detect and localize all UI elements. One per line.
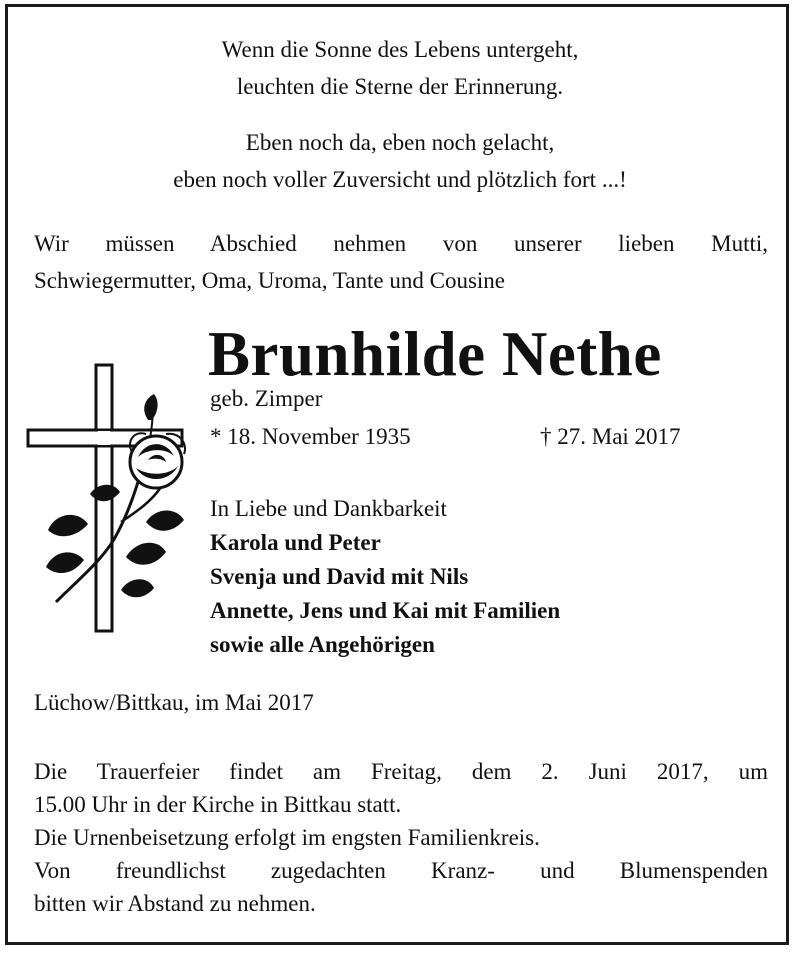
mourner-name: Annette, Jens und Kai mit Familien <box>210 598 561 623</box>
mourners-intro: In Liebe und Dankbarkeit <box>210 496 447 521</box>
closing-line: Die Urnenbeisetzung erfolgt im engsten Familienkreis. <box>34 825 540 850</box>
mourner-name: Karola und Peter <box>210 530 381 555</box>
intro-line-1: Wir müssen Abschied nehmen von unserer lieben Mutti, <box>34 231 768 256</box>
closing-text <box>34 755 768 920</box>
poem-stanza-1 <box>0 31 800 105</box>
maiden-name: geb. Zimper <box>210 386 323 411</box>
poem-stanza-2 <box>0 124 800 198</box>
poem-line: Eben noch da, eben noch gelacht, <box>245 130 555 155</box>
poem-line: Wenn die Sonne des Lebens untergeht, <box>221 37 579 62</box>
closing-line: Von freundlichst zugedachten Kranz- und Blumenspenden <box>34 858 768 883</box>
intro-text <box>34 225 768 299</box>
closing-line: bitten wir Abstand zu nehmen. <box>34 891 316 916</box>
birth-date: * 18. November 1935 <box>210 424 411 449</box>
cross-with-rose-icon <box>26 362 196 640</box>
mourners-block <box>210 492 560 662</box>
closing-line: 15.00 Uhr in der Kirche in Bittkau statt. <box>34 792 402 817</box>
deceased-name: Brunhilde Nethe <box>208 319 662 389</box>
death-date: † 27. Mai 2017 <box>540 424 681 449</box>
mourner-name: Svenja und David mit Nils <box>210 564 469 589</box>
intro-line-2: Schwiegermutter, Oma, Uroma, Tante und Cousine <box>34 268 505 293</box>
mourner-name: sowie alle Angehörigen <box>210 632 435 657</box>
poem-line: leuchten die Sterne der Erinnerung. <box>236 74 564 99</box>
closing-line: Die Trauerfeier findet am Freitag, dem 2. Juni 2017, um <box>34 759 768 784</box>
poem-line: eben noch voller Zuversicht und plötzlich fort ...! <box>173 167 627 192</box>
place-date: Lüchow/Bittkau, im Mai 2017 <box>34 690 314 715</box>
